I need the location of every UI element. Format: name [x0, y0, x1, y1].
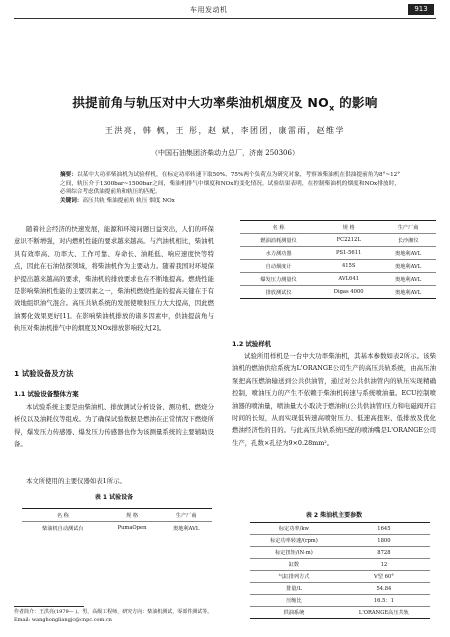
table-2-value: 8728 — [377, 549, 391, 556]
table-1-header: 规 格 — [125, 512, 139, 519]
author-footnote: 作者简介：王洪亮(1979— )，男，高级工程师，研究方向：柴油机测试，零部件测试等。 Email: wanghongliangjc@cnpc.com.cn — [14, 609, 213, 623]
title-main: 拱提前角与轨压对中大功率柴油机烟度及 NO — [72, 95, 330, 110]
intro-paragraph — [14, 223, 214, 335]
table-2-value: 12 — [380, 561, 388, 568]
table-1c-cell: 长沙湘仪 — [397, 237, 419, 244]
journal-name: 车用发动机 — [190, 6, 228, 14]
affiliation: （中国石油集团济柴动力总厂，济南 250306） — [151, 149, 299, 157]
abstract-label: 摘要： — [60, 172, 77, 178]
table-2-value: L'ORANGE高压共轨 — [358, 610, 409, 616]
table-2-value: 54.84 — [376, 585, 392, 592]
section-1-heading: 1 试验设备及方法 — [14, 369, 74, 378]
table-2-param: 缸数 — [288, 562, 300, 568]
header-rule — [14, 18, 436, 19]
table-2-value: 1800 — [377, 537, 391, 544]
section-1-1-text: 本试验系统主要是由柴油机、排放测试分析设备、测功机、燃烧分析仪以及油耗仪等组成。为了确保试验数据是燃油在正常情况下燃烧所得，爆发压力传感器、爆发压力传感器也作为该测量系统的主要辅助设备。 — [14, 403, 214, 449]
table-1c-cell: 爆发压力测量仪 — [260, 276, 297, 283]
section-1-1-heading: 1.1 试验设备整体方案 — [14, 390, 79, 398]
table-2-param: 标定扭矩/(N·m) — [275, 550, 313, 556]
table-1-cell: 柴油机自动测试台 — [42, 525, 84, 532]
footnote-rule — [14, 606, 84, 607]
table-1-continued — [240, 220, 436, 299]
table-1c-header: 规 格 — [342, 224, 355, 231]
table-1c-cell: 415S — [341, 263, 356, 269]
table-1-cell: PumaOpen — [117, 525, 147, 532]
table-2-caption: 表 2 柴油机主要参数 — [305, 512, 363, 519]
table-1c-cell: 自动烟度计 — [265, 263, 292, 270]
table-2-value: V型 60° — [374, 574, 394, 580]
table-1c-cell: 奥地利AVL — [395, 263, 422, 270]
table-1-header: 生产厂商 — [175, 512, 197, 519]
table-1c-cell: 排放测试仪 — [265, 289, 292, 296]
table-1c-cell: 奥地利AVL — [395, 276, 422, 283]
page-number: 913 — [408, 4, 434, 15]
table-2-param: 标定功率转速/(rpm) — [270, 538, 318, 544]
abstract — [60, 171, 400, 205]
paper-title — [14, 93, 436, 113]
table-1c-cell: PS1-5611 — [336, 250, 362, 256]
keywords: 高压共轨 柴油提前角 轨压 烟度 NOx — [82, 197, 175, 204]
table-1c-cell: 奥地利AVL — [395, 289, 422, 296]
table-2 — [250, 522, 430, 619]
table-1 — [22, 508, 212, 535]
keywords-label: 关键词： — [60, 197, 83, 204]
section-1-2-text: 试验所用样机是一台中大功率柴油机，其基本参数如表2所示。该柴油机的燃油供给系统为L'ORANGE公司生产的高压共轨系统，由高压油泵把高压燃油输送到公共供油管，通过对公共供油管内的轨压实现精确控制，喷油压力的产生不依赖于柴油机转速与系统喷油量。ECU控制喷油器的喷油量，喷油量大小取决于燃油轨(公共供油管)压力和电磁阀开启时间的长短，从而实现低转速高喷射压力、低速高扭矩、低排放及优化燃油经济性的目的。与此高压共轨系统匹配的喷油嘴是L'ORANGE公司生产，孔数×孔径为9×0.28mm²。 — [232, 352, 436, 447]
table-1-caption: 表 1 试验设备 — [94, 494, 134, 501]
table-1-reference: 本文所使用的主要仪器如表1所示。 — [26, 477, 126, 485]
section-1-2-heading: 1.2 试验样机 — [232, 340, 272, 348]
table-2-param: 排量/L — [286, 586, 302, 592]
table-1c-cell: AVL641 — [338, 276, 359, 282]
author-list: 王洪亮，韩 枫，王 彤，赵 斌，李团团，康雷雨，赵维学 — [104, 126, 346, 135]
table-1c-cell: Digas 4000 — [333, 289, 364, 295]
title-tail: 的影响 — [334, 95, 378, 110]
table-1c-cell: FC2212L — [336, 237, 361, 243]
table-1c-cell: 奥地利AVL — [395, 250, 422, 257]
table-1-header: 名 称 — [56, 512, 69, 519]
table-1-cell: 奥地利AVL — [173, 525, 200, 532]
table-2-param: 气缸排列方式 — [278, 574, 310, 580]
table-2-param: 压缩比 — [286, 598, 302, 604]
table-1c-header: 名 称 — [272, 224, 285, 231]
table-1c-header: 生产厂商 — [397, 224, 419, 231]
table-2-param: 供油系统 — [283, 610, 305, 616]
title-subscript: x — [329, 103, 335, 113]
table-1c-cell: 水力测功器 — [265, 250, 292, 257]
table-2-param: 标定功率/kw — [278, 526, 309, 532]
intro-text: 随着社会经济的快速发展，能源和环境问题日益突出，人们的环保意识不断增强，对内燃机性能的要求越来越高。与汽油机相比，柴油机具有效率高、功率大、工作可靠、寿命长、油耗低、响应速度快等特点，因此在石油钻探领域，将柴油机作为主要动力。随着我国对环境保护提出越来越高的要求，柴油机的排放要求也在不断地提高。燃烧性能是影响柴油机性能的主要因素之一，柴油机燃烧性能的提高关键在于有效地组织油气混合。高压共轨系统的发展使喷射压力大大提高，因此燃油雾化效果更好[1]。在影响柴油机排放的诸多因素中，供油提前角与轨压对柴油机排气中的烟度及NOx排放影响较大[2]。 — [14, 225, 214, 333]
table-2-value: 1645 — [377, 525, 391, 532]
author-email: Email: wanghongliangjc@cnpc.com.cn — [14, 617, 112, 623]
abstract-text: 以某中大功率柴油机为试验样机，在标定功率转速下取50%、75%两个负荷点为研究对象，考察该柴油机在供油提前角为8°~12°之间，轨压介于1300bar~1500bar之间，柴油机排气中烟度和NOx的变化情况。试验结果表明，在控制柴油机的烟度和NOx排放时，必须综合考虑供油提前角和轨压的匹配。 — [60, 172, 400, 196]
table-1c-cell: 燃油消耗测量仪 — [260, 237, 297, 244]
table-2-value: 16.5：1 — [373, 598, 394, 604]
